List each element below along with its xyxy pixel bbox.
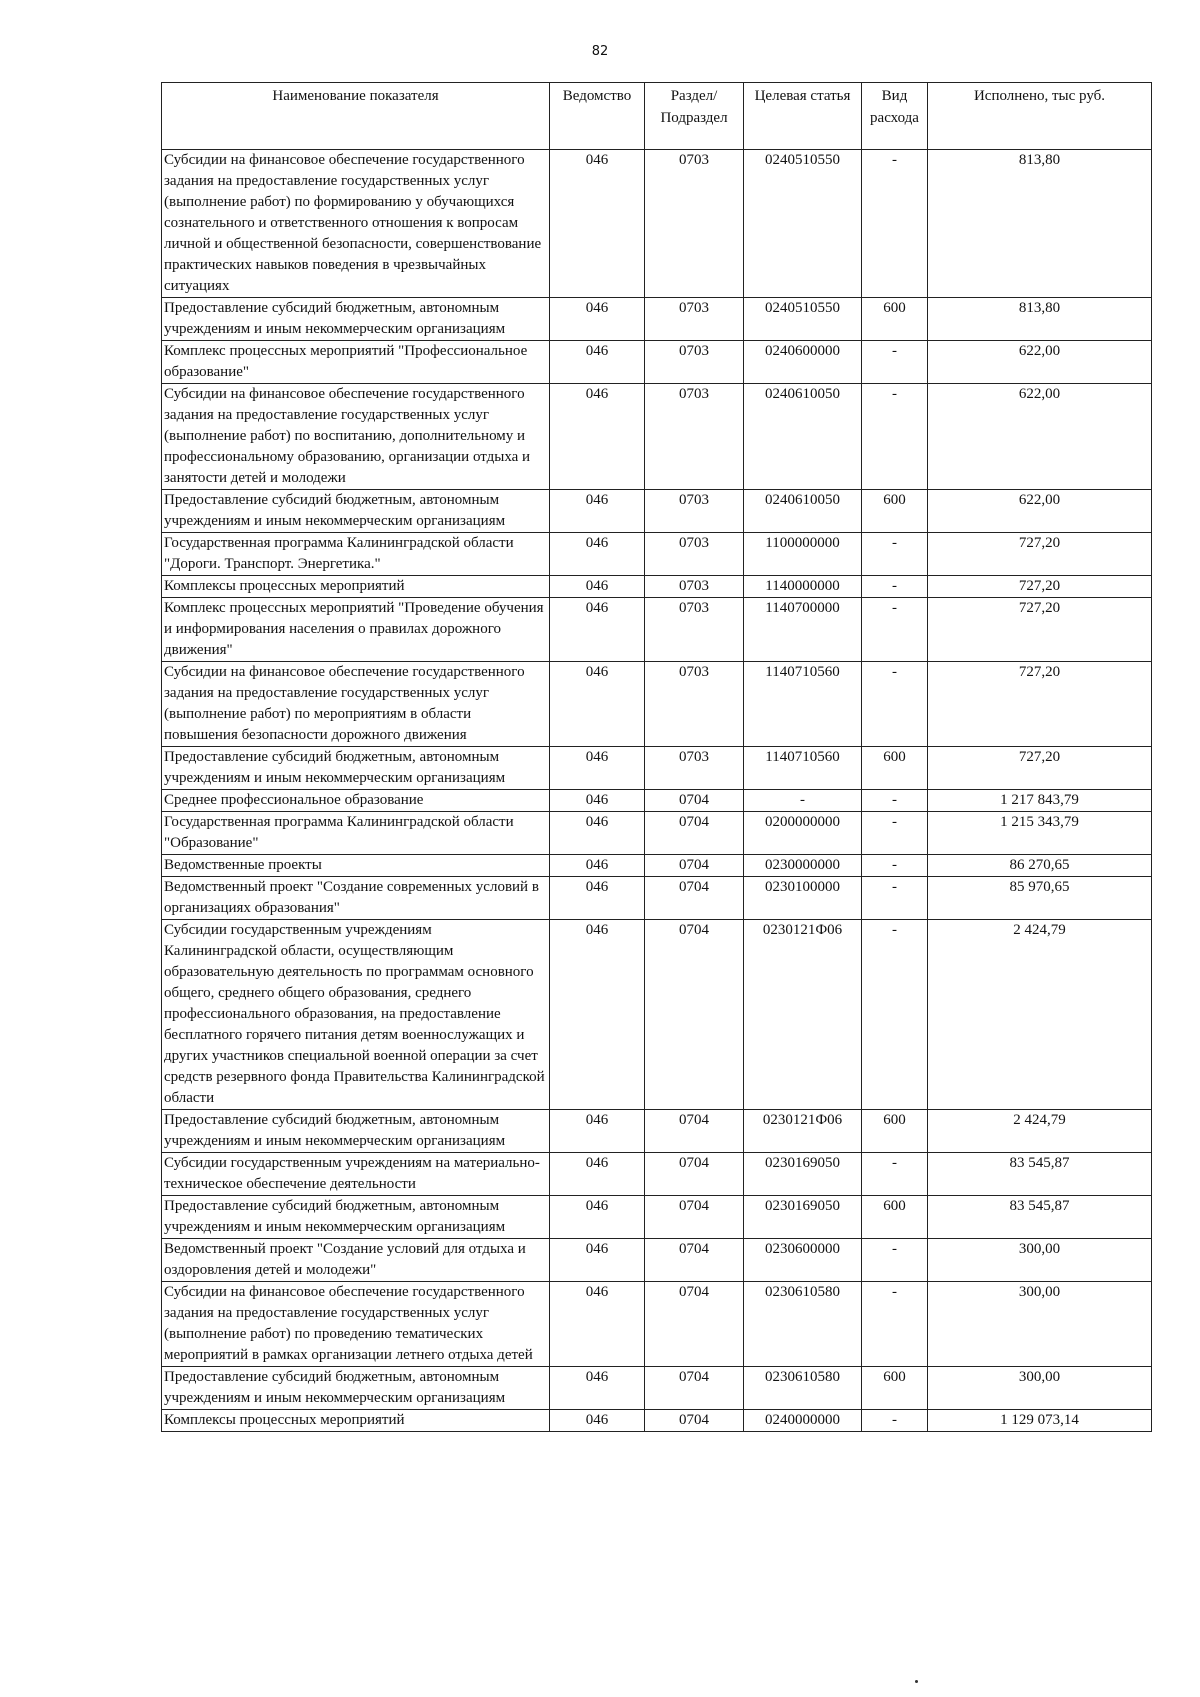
target-item-cell: 0230000000 — [744, 855, 862, 877]
expense-type-cell: - — [862, 384, 928, 490]
department-cell: 046 — [550, 1282, 645, 1367]
indicator-name-cell: Предоставление субсидий бюджетным, автономным учреждениям и иным некоммерческим организациям — [162, 298, 550, 341]
expense-type-cell: 600 — [862, 1367, 928, 1410]
department-cell: 046 — [550, 533, 645, 576]
table-row — [162, 1282, 1152, 1367]
table-header-row — [162, 83, 1152, 150]
executed-amount-cell: 727,20 — [928, 598, 1152, 662]
indicator-name-cell: Государственная программа Калининградской области "Дороги. Транспорт. Энергетика." — [162, 533, 550, 576]
indicator-name-cell: Субсидии на финансовое обеспечение государственного задания на предоставление государственных услуг (выполнение работ) по формированию у обучающихся сознательного и ответственного отношения к вопросам личной и общественной безопасности, совершенствование практических навыков поведения в чрезвычайных ситуациях — [162, 150, 550, 298]
target-item-cell: 0240610050 — [744, 490, 862, 533]
executed-amount-cell: 300,00 — [928, 1282, 1152, 1367]
indicator-name-cell: Предоставление субсидий бюджетным, автономным учреждениям и иным некоммерческим организациям — [162, 1110, 550, 1153]
table-row — [162, 298, 1152, 341]
target-item-cell: 0230600000 — [744, 1239, 862, 1282]
target-item-cell: - — [744, 790, 862, 812]
budget-execution-table — [161, 82, 1152, 1432]
target-item-cell: 0240000000 — [744, 1410, 862, 1432]
department-cell: 046 — [550, 341, 645, 384]
header-section: Раздел/ Подраздел — [645, 83, 744, 150]
expense-type-cell: 600 — [862, 298, 928, 341]
table-row — [162, 1367, 1152, 1410]
department-cell: 046 — [550, 1410, 645, 1432]
indicator-name-cell: Субсидии государственным учреждениям на материально-техническое обеспечение деятельности — [162, 1153, 550, 1196]
department-cell: 046 — [550, 662, 645, 747]
expense-type-cell: - — [862, 1282, 928, 1367]
target-item-cell: 0230100000 — [744, 877, 862, 920]
target-item-cell: 0200000000 — [744, 812, 862, 855]
table-row — [162, 662, 1152, 747]
table-row — [162, 490, 1152, 533]
expense-type-cell: - — [862, 920, 928, 1110]
table-row — [162, 1153, 1152, 1196]
indicator-name-cell: Предоставление субсидий бюджетным, автономным учреждениям и иным некоммерческим организациям — [162, 747, 550, 790]
executed-amount-cell: 83 545,87 — [928, 1196, 1152, 1239]
section-cell: 0704 — [645, 877, 744, 920]
department-cell: 046 — [550, 920, 645, 1110]
department-cell: 046 — [550, 855, 645, 877]
section-cell: 0704 — [645, 1239, 744, 1282]
executed-amount-cell: 727,20 — [928, 533, 1152, 576]
indicator-name-cell: Государственная программа Калининградской области "Образование" — [162, 812, 550, 855]
header-executed: Исполнено, тыс руб. — [928, 83, 1152, 150]
section-cell: 0703 — [645, 150, 744, 298]
target-item-cell: 1100000000 — [744, 533, 862, 576]
section-cell: 0704 — [645, 1410, 744, 1432]
executed-amount-cell: 622,00 — [928, 341, 1152, 384]
executed-amount-cell: 727,20 — [928, 662, 1152, 747]
table-body — [162, 150, 1152, 1432]
executed-amount-cell: 2 424,79 — [928, 920, 1152, 1110]
section-cell: 0704 — [645, 1196, 744, 1239]
section-cell: 0703 — [645, 298, 744, 341]
target-item-cell: 0230169050 — [744, 1153, 862, 1196]
indicator-name-cell: Предоставление субсидий бюджетным, автономным учреждениям и иным некоммерческим организациям — [162, 1196, 550, 1239]
table-row — [162, 812, 1152, 855]
indicator-name-cell: Комплексы процессных мероприятий — [162, 1410, 550, 1432]
section-cell: 0703 — [645, 384, 744, 490]
expense-type-cell: - — [862, 812, 928, 855]
executed-amount-cell: 83 545,87 — [928, 1153, 1152, 1196]
executed-amount-cell: 727,20 — [928, 747, 1152, 790]
target-item-cell: 1140710560 — [744, 747, 862, 790]
target-item-cell: 0230121Ф06 — [744, 1110, 862, 1153]
indicator-name-cell: Ведомственные проекты — [162, 855, 550, 877]
executed-amount-cell: 85 970,65 — [928, 877, 1152, 920]
executed-amount-cell: 300,00 — [928, 1367, 1152, 1410]
stray-scan-mark — [915, 1680, 918, 1683]
department-cell: 046 — [550, 1153, 645, 1196]
department-cell: 046 — [550, 790, 645, 812]
table-row — [162, 384, 1152, 490]
executed-amount-cell: 86 270,65 — [928, 855, 1152, 877]
expense-type-cell: - — [862, 150, 928, 298]
table-row — [162, 877, 1152, 920]
target-item-cell: 0230610580 — [744, 1282, 862, 1367]
department-cell: 046 — [550, 1196, 645, 1239]
expense-type-cell: - — [862, 790, 928, 812]
executed-amount-cell: 622,00 — [928, 384, 1152, 490]
indicator-name-cell: Ведомственный проект "Создание условий для отдыха и оздоровления детей и молодежи" — [162, 1239, 550, 1282]
department-cell: 046 — [550, 877, 645, 920]
expense-type-cell: - — [862, 598, 928, 662]
table-row — [162, 747, 1152, 790]
expense-type-cell: 600 — [862, 747, 928, 790]
indicator-name-cell: Предоставление субсидий бюджетным, автономным учреждениям и иным некоммерческим организациям — [162, 490, 550, 533]
department-cell: 046 — [550, 812, 645, 855]
department-cell: 046 — [550, 298, 645, 341]
indicator-name-cell: Субсидии на финансовое обеспечение государственного задания на предоставление государственных услуг (выполнение работ) по воспитанию, дополнительному и профессиональному образованию, организации отдыха и занятости детей и молодежи — [162, 384, 550, 490]
indicator-name-cell: Комплекс процессных мероприятий "Проведение обучения и информирования населения о правилах дорожного движения" — [162, 598, 550, 662]
section-cell: 0703 — [645, 747, 744, 790]
table-row — [162, 598, 1152, 662]
target-item-cell: 0240610050 — [744, 384, 862, 490]
section-cell: 0704 — [645, 812, 744, 855]
header-target-item: Целевая статья — [744, 83, 862, 150]
section-cell: 0704 — [645, 855, 744, 877]
table-row — [162, 920, 1152, 1110]
page-number: 82 — [591, 44, 609, 59]
executed-amount-cell: 300,00 — [928, 1239, 1152, 1282]
indicator-name-cell: Субсидии на финансовое обеспечение государственного задания на предоставление государственных услуг (выполнение работ) по мероприятиям в области повышения безопасности дорожного движения — [162, 662, 550, 747]
expense-type-cell: 600 — [862, 1196, 928, 1239]
target-item-cell: 1140700000 — [744, 598, 862, 662]
section-cell: 0703 — [645, 490, 744, 533]
expense-type-cell: 600 — [862, 1110, 928, 1153]
target-item-cell: 1140710560 — [744, 662, 862, 747]
section-cell: 0703 — [645, 576, 744, 598]
section-cell: 0704 — [645, 1282, 744, 1367]
executed-amount-cell: 1 215 343,79 — [928, 812, 1152, 855]
executed-amount-cell: 1 129 073,14 — [928, 1410, 1152, 1432]
indicator-name-cell: Комплексы процессных мероприятий — [162, 576, 550, 598]
expense-type-cell: - — [862, 1410, 928, 1432]
executed-amount-cell: 813,80 — [928, 298, 1152, 341]
section-cell: 0704 — [645, 1153, 744, 1196]
executed-amount-cell: 2 424,79 — [928, 1110, 1152, 1153]
target-item-cell: 0230169050 — [744, 1196, 862, 1239]
department-cell: 046 — [550, 747, 645, 790]
expense-type-cell: - — [862, 877, 928, 920]
header-indicator-name: Наименование показателя — [162, 83, 550, 150]
executed-amount-cell: 727,20 — [928, 576, 1152, 598]
executed-amount-cell: 813,80 — [928, 150, 1152, 298]
expense-type-cell: - — [862, 1239, 928, 1282]
section-cell: 0703 — [645, 598, 744, 662]
section-cell: 0704 — [645, 1110, 744, 1153]
section-cell: 0704 — [645, 920, 744, 1110]
department-cell: 046 — [550, 1367, 645, 1410]
table-row — [162, 855, 1152, 877]
section-cell: 0704 — [645, 1367, 744, 1410]
target-item-cell: 0240510550 — [744, 150, 862, 298]
expense-type-cell: - — [862, 341, 928, 384]
expense-type-cell: - — [862, 533, 928, 576]
target-item-cell: 0230610580 — [744, 1367, 862, 1410]
header-expense-type: Вид расхода — [862, 83, 928, 150]
table-row — [162, 341, 1152, 384]
table-row — [162, 1410, 1152, 1432]
table-row — [162, 1110, 1152, 1153]
expense-type-cell: - — [862, 855, 928, 877]
indicator-name-cell: Комплекс процессных мероприятий "Профессиональное образование" — [162, 341, 550, 384]
header-department: Ведомство — [550, 83, 645, 150]
expense-type-cell: - — [862, 1153, 928, 1196]
indicator-name-cell: Среднее профессиональное образование — [162, 790, 550, 812]
section-cell: 0703 — [645, 341, 744, 384]
table-row — [162, 576, 1152, 598]
indicator-name-cell: Ведомственный проект "Создание современных условий в организациях образования" — [162, 877, 550, 920]
table-row — [162, 790, 1152, 812]
department-cell: 046 — [550, 490, 645, 533]
expense-type-cell: - — [862, 576, 928, 598]
executed-amount-cell: 1 217 843,79 — [928, 790, 1152, 812]
table-row — [162, 1239, 1152, 1282]
section-cell: 0703 — [645, 662, 744, 747]
table-row — [162, 1196, 1152, 1239]
indicator-name-cell: Субсидии государственным учреждениям Калининградской области, осуществляющим образовательную деятельность по программам основного общего, среднего общего образования, среднего профессионального образования, на предоставление бесплатного горячего питания детям военнослужащих и других участников специальной военной операции за счет средств резервного фонда Правительства Калининградской области — [162, 920, 550, 1110]
department-cell: 046 — [550, 1110, 645, 1153]
section-cell: 0703 — [645, 533, 744, 576]
target-item-cell: 0230121Ф06 — [744, 920, 862, 1110]
department-cell: 046 — [550, 598, 645, 662]
table-row — [162, 533, 1152, 576]
department-cell: 046 — [550, 1239, 645, 1282]
target-item-cell: 0240510550 — [744, 298, 862, 341]
target-item-cell: 1140000000 — [744, 576, 862, 598]
department-cell: 046 — [550, 150, 645, 298]
expense-type-cell: 600 — [862, 490, 928, 533]
indicator-name-cell: Предоставление субсидий бюджетным, автономным учреждениям и иным некоммерческим организациям — [162, 1367, 550, 1410]
indicator-name-cell: Субсидии на финансовое обеспечение государственного задания на предоставление государственных услуг (выполнение работ) по проведению тематических мероприятий в рамках организации летнего отдыха детей — [162, 1282, 550, 1367]
expense-type-cell: - — [862, 662, 928, 747]
target-item-cell: 0240600000 — [744, 341, 862, 384]
executed-amount-cell: 622,00 — [928, 490, 1152, 533]
section-cell: 0704 — [645, 790, 744, 812]
department-cell: 046 — [550, 384, 645, 490]
department-cell: 046 — [550, 576, 645, 598]
table-row — [162, 150, 1152, 298]
